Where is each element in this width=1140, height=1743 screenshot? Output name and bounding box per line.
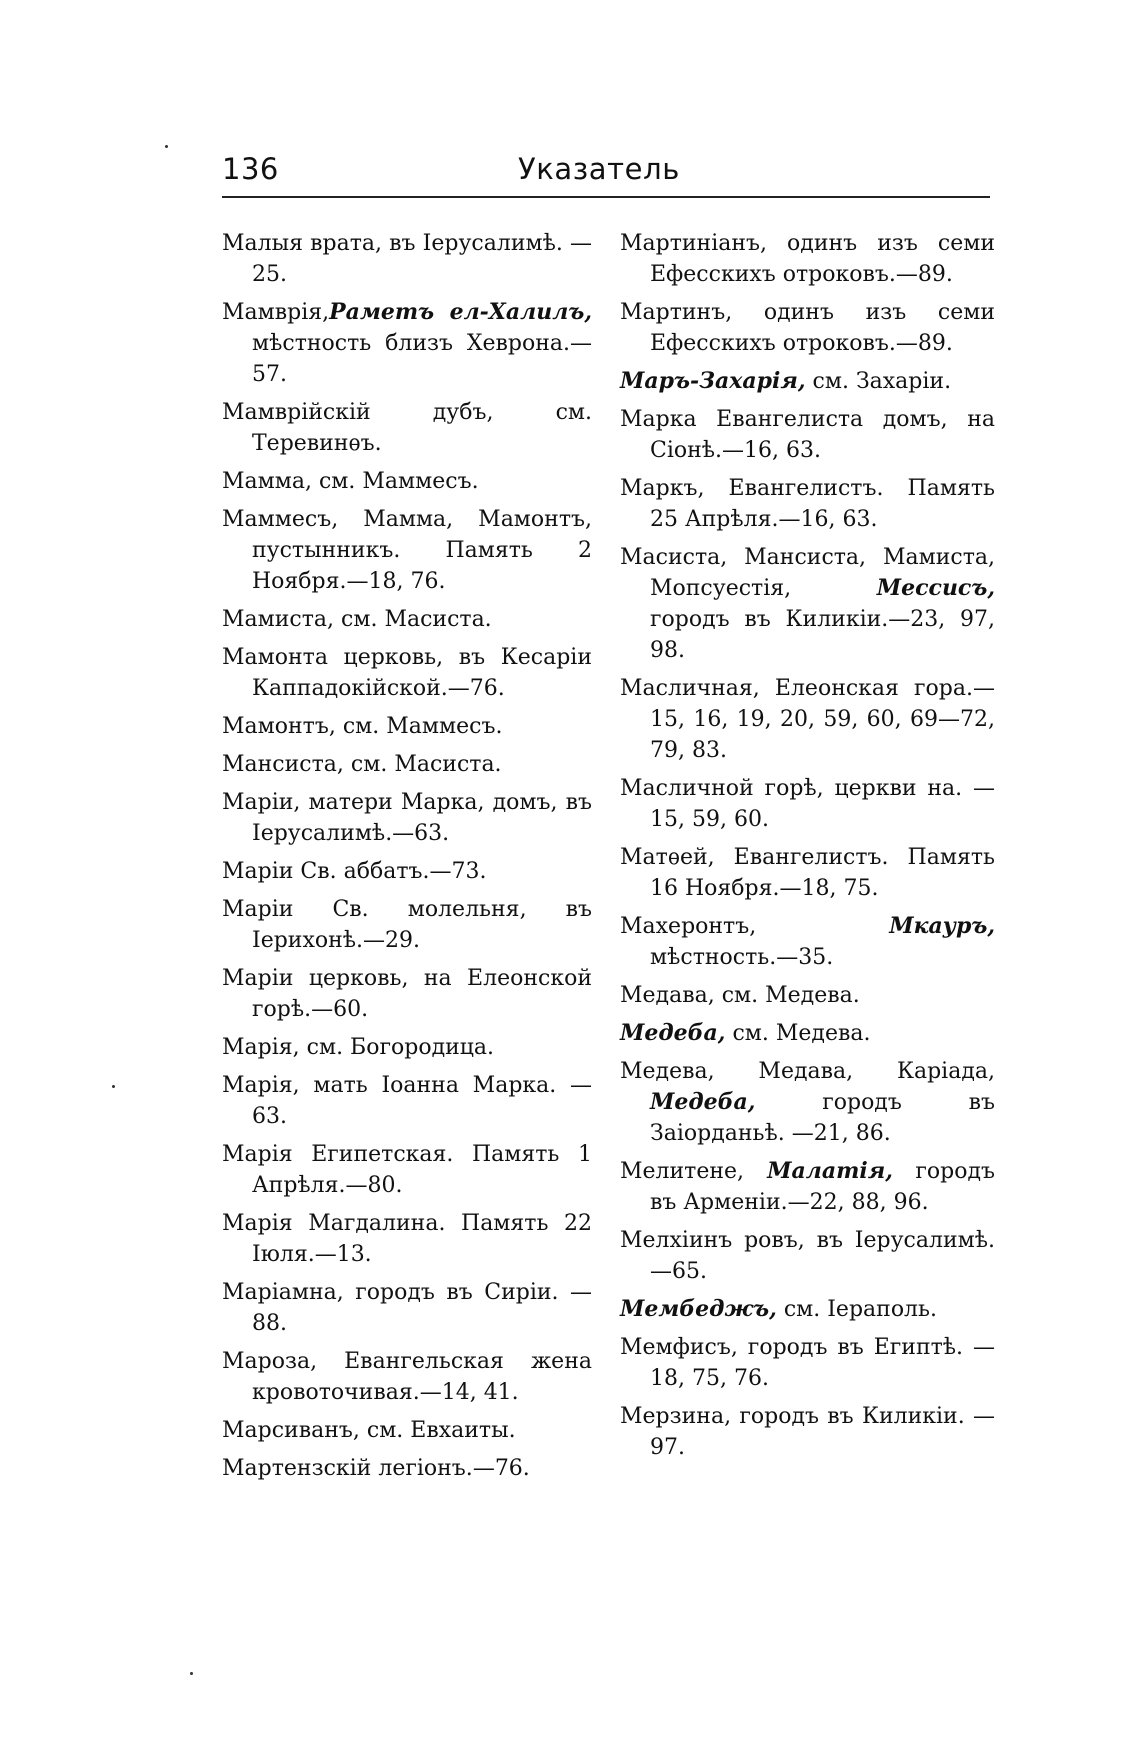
index-entry [222, 297, 592, 390]
entry-headword: Мамонтъ, [222, 714, 336, 739]
entry-headword: Маркъ, Евангелистъ. [620, 476, 884, 501]
index-entry [620, 1225, 995, 1287]
entry-description: въ Кесаріи Каппадокійской.—76. [252, 645, 592, 701]
index-entry [222, 1208, 592, 1270]
index-entry [222, 1032, 592, 1063]
entry-description: мѣстность.—35. [650, 945, 834, 970]
entry-description: городъ въ Киликіи.—23, 97, 98. [650, 607, 995, 663]
entry-italic-name: Мкауръ, [756, 913, 995, 939]
entry-headword: Маріи церковь, [222, 966, 409, 991]
index-entry [620, 673, 995, 766]
entry-headword: Марія, [222, 1073, 300, 1098]
index-entry [620, 1401, 995, 1463]
index-entry [620, 366, 995, 397]
entry-headword: Масличной горѣ, [620, 776, 824, 801]
entry-description: —15, 16, 19, 20, 59, 60, 69—72, 79, 83. [650, 676, 995, 763]
entry-description: въ Іерихонѣ.—29. [252, 897, 592, 953]
index-entry [620, 773, 995, 835]
index-entry [620, 542, 995, 666]
print-speck [112, 1085, 115, 1088]
entry-headword: Мамма, [222, 469, 312, 494]
index-entry [620, 911, 995, 973]
index-entry [620, 1332, 995, 1394]
index-entry [222, 1453, 592, 1484]
index-entry [222, 856, 592, 887]
entry-headword: Мамврійскій дубъ, [222, 400, 494, 425]
index-entry [222, 963, 592, 1025]
entry-italic-name: Медеба, [650, 1089, 756, 1115]
entry-description: Память 16 Ноября.—18, 75. [650, 845, 995, 901]
entry-headword: Маріи Св. молельня, [222, 897, 527, 922]
index-entry [222, 749, 592, 780]
print-speck [190, 1672, 193, 1675]
entry-description: въ Іерусалимѣ.—65. [650, 1228, 995, 1284]
entry-italic-name: Медеба, [620, 1020, 726, 1046]
index-column-right [620, 228, 995, 1470]
entry-description: см. Евхаиты. [359, 1418, 516, 1443]
entry-headword: Мароза, [222, 1349, 318, 1374]
entry-headword: Марія Египетская. [222, 1142, 454, 1167]
entry-description: городъ въ Египтѣ. —18, 75, 76. [650, 1335, 995, 1391]
index-entry [222, 397, 592, 459]
entry-italic-name: Мессисъ, [791, 575, 995, 601]
entry-description: пустынникъ. Память 2 Ноября.—18, 76. [252, 538, 592, 594]
entry-description: —76. [472, 1456, 530, 1481]
header-rule [222, 196, 990, 198]
entry-description: см. Іераполь. [776, 1297, 938, 1322]
entry-headword: Мерзина, [620, 1404, 732, 1429]
entry-headword: Мелитене, [620, 1159, 745, 1184]
entry-headword: Мелхіинъ ровъ, [620, 1228, 805, 1253]
index-entry [620, 228, 995, 290]
entry-italic-name: Мембеджъ, [620, 1296, 777, 1322]
entry-headword: Маріамна, [222, 1280, 344, 1305]
index-entry [620, 980, 995, 1011]
entry-description: городъ въ Арменіи.—22, 88, 96. [650, 1159, 995, 1215]
index-entry [222, 787, 592, 849]
entry-italic-name: Малатія, [744, 1158, 893, 1184]
entry-headword: Марка Евангелиста домъ, [620, 407, 948, 432]
entry-headword: Мансиста, [222, 752, 344, 777]
entry-description: мѣстность близъ Хеврона.— 57. [252, 331, 592, 387]
index-entry [620, 842, 995, 904]
entry-description: —73. [429, 859, 487, 884]
entry-headword: Мемфисъ, [620, 1335, 738, 1360]
entry-headword: Медава, [620, 983, 715, 1008]
index-entry [222, 711, 592, 742]
entry-headword: Марія Магдалина. [222, 1211, 446, 1236]
entry-description: Память 25 Апрѣля.—16, 63. [650, 476, 995, 532]
entry-headword: Мамиста, [222, 607, 335, 632]
entry-headword: Маріи, матери Марка, домъ, [222, 790, 558, 815]
entry-headword: Маммесъ, Мамма, Мамонтъ, [222, 507, 592, 532]
entry-headword: Мартензскій легіонъ. [222, 1456, 473, 1481]
page-header [222, 152, 992, 192]
entry-headword: Марія, [222, 1035, 300, 1060]
running-title: Указатель [518, 152, 680, 186]
entry-headword: Мартинъ, [620, 300, 733, 325]
entry-description: городъ въ Сиріи. — 88. [252, 1280, 592, 1336]
index-entry [222, 604, 592, 635]
index-entry [620, 404, 995, 466]
entry-description: Память 1 Апрѣля.—80. [252, 1142, 592, 1198]
index-entry [222, 894, 592, 956]
entry-description: на Елеонской горѣ.—60. [252, 966, 592, 1022]
entry-description: въ Іерусалимѣ. —25. [252, 231, 592, 287]
entry-headword: Марсиванъ, [222, 1418, 360, 1443]
entry-description: мать Іоанна Марка. — 63. [252, 1073, 592, 1129]
entry-description: на Сіонѣ.—16, 63. [650, 407, 995, 463]
index-entry [620, 297, 995, 359]
page-number: 136 [222, 152, 279, 186]
index-entry [620, 1156, 995, 1218]
index-entry [222, 1346, 592, 1408]
entry-headword: Маріи Св. аббатъ. [222, 859, 430, 884]
index-entry [222, 1139, 592, 1201]
entry-description: Евангельская жена кровоточивая.—14, 41. [252, 1349, 592, 1405]
entry-description: городъ въ Заіорданьѣ. —21, 86. [650, 1090, 995, 1146]
index-entry [620, 473, 995, 535]
entry-headword: Мамврія, [222, 300, 330, 325]
index-entry [222, 466, 592, 497]
print-speck [165, 145, 168, 148]
entry-headword: Малыя врата, [222, 231, 383, 256]
entry-description: см. Медева. [725, 1021, 871, 1046]
index-entry [222, 1070, 592, 1132]
entry-description: одинъ изъ семи Ефесскихъ отроковъ.—89. [650, 231, 995, 287]
index-entry [222, 504, 592, 597]
entry-headword: Мамонта церковь, [222, 645, 444, 670]
index-entry [620, 1294, 995, 1325]
index-column-left [222, 228, 592, 1491]
entry-description: см. Масиста. [334, 607, 492, 632]
index-entry [222, 228, 592, 290]
entry-description: см. Масиста. [343, 752, 502, 777]
entry-description: см. Медева. [714, 983, 860, 1008]
entry-headword: Медева, Медава, Каріада, [620, 1059, 995, 1084]
entry-headword: Махеронтъ, [620, 914, 757, 939]
entry-headword: Матѳей, Евангелистъ. [620, 845, 889, 870]
index-entry [222, 642, 592, 704]
entry-description: см. Захаріи. [805, 369, 952, 394]
entry-description: одинъ изъ семи Ефесскихъ отроковъ.—89. [650, 300, 995, 356]
entry-headword: Масличная, Елеонская гора. [620, 676, 973, 701]
entry-headword: Мартиніанъ, [620, 231, 768, 256]
index-entry [620, 1056, 995, 1149]
entry-description: см. Маммесъ. [311, 469, 479, 494]
entry-description: см. Богородица. [299, 1035, 495, 1060]
index-entry [222, 1277, 592, 1339]
entry-description: см. Маммесъ. [335, 714, 503, 739]
entry-italic-name: Раметъ ел-Халилъ, [329, 299, 592, 325]
entry-description: Память 22 Іюля.—13. [252, 1211, 592, 1267]
entry-description: церкви на. —15, 59, 60. [650, 776, 995, 832]
entry-headword: Масиста, Мансиста, Мамиста, Мопсуестія, [620, 545, 995, 601]
entry-description: въ Іерусалимѣ.—63. [252, 790, 592, 846]
index-entry [620, 1018, 995, 1049]
entry-italic-name: Маръ-Захарія, [620, 368, 806, 394]
entry-description: см. Теревинѳъ. [252, 400, 592, 456]
index-entry [222, 1415, 592, 1446]
entry-description: городъ въ Киликіи. — 97. [650, 1404, 995, 1460]
